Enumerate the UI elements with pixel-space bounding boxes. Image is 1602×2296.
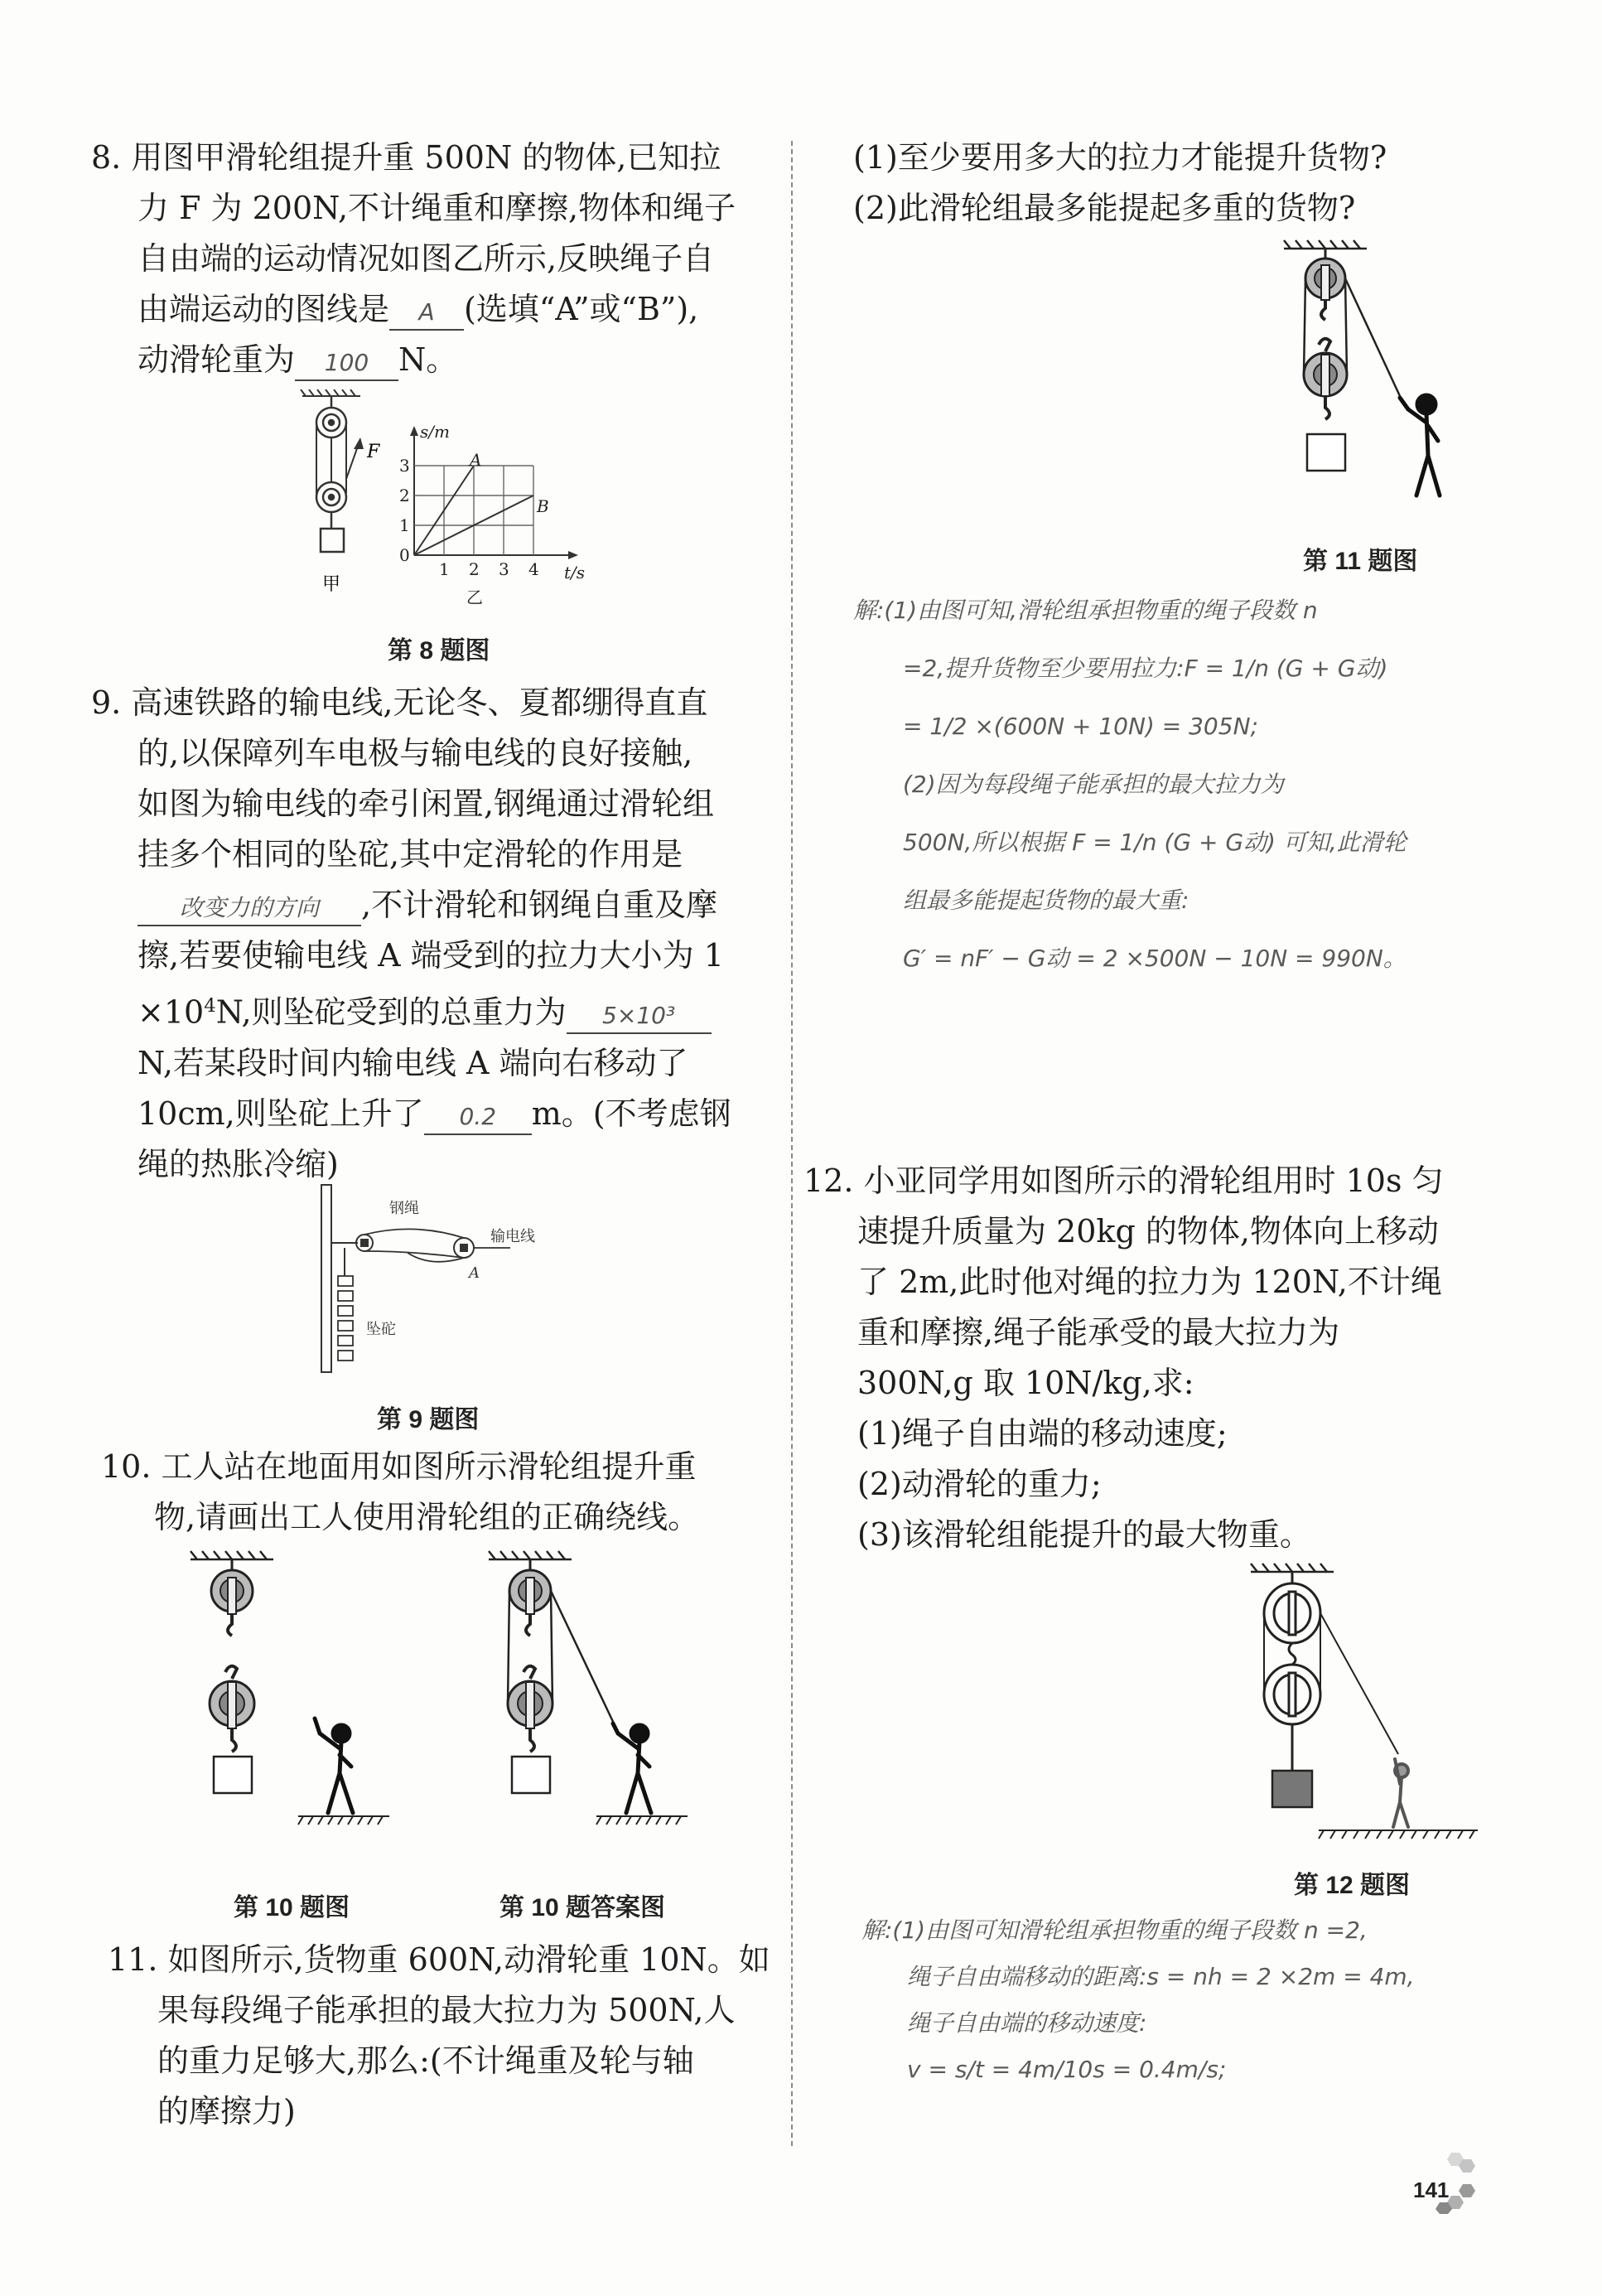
- pull-arrow: [354, 437, 364, 449]
- q9-exponent: 4: [204, 995, 216, 1017]
- question-11: [91, 1935, 787, 2137]
- q10-answer-figure: [480, 1549, 696, 1864]
- ground-hatch: [1319, 1830, 1478, 1839]
- movable-pulley: [210, 1666, 254, 1752]
- q11-subquestions: [853, 133, 1532, 234]
- weight-block: [214, 1757, 252, 1793]
- x-tick-label: 2: [469, 559, 480, 579]
- q10-line-2: 物,请画出工人使用滑轮组的正确绕线。: [154, 1499, 700, 1535]
- q11-line-1: 11. 如图所示,货物重 600N,动滑轮重 10N。如: [108, 1941, 770, 1978]
- q10-figure: [182, 1549, 398, 1864]
- y-tick-label: 1: [399, 515, 410, 535]
- q9-text: ,不计滑轮和钢绳自重及摩: [361, 887, 718, 923]
- q11-caption: 第 11 题图: [1303, 548, 1418, 575]
- q8-line-1: 8. 用图甲滑轮组提升重 500N 的物体,已知拉: [91, 139, 721, 176]
- q12-line-8: (3)该滑轮组能提升的最大物重。: [857, 1516, 1311, 1553]
- fixed-pulley: [1305, 249, 1345, 320]
- q12-line-7: (2)动滑轮的重力;: [857, 1466, 1102, 1502]
- q12-line-3: 了 2m,此时他对绳的拉力为 120N,不计绳: [857, 1264, 1442, 1300]
- fixed-pulley: [509, 1559, 551, 1636]
- q8-text: N。: [398, 341, 458, 378]
- q8-figure: [294, 389, 609, 613]
- q8-caption: 第 8 题图: [388, 637, 490, 665]
- ceiling-hatch: [191, 1551, 273, 1559]
- movable-pulley: [508, 1666, 552, 1752]
- q9-text: N,则坠砣受到的总重力为: [215, 993, 567, 1031]
- column-divider: [791, 141, 793, 2146]
- q9-line-3: 如图为输电线的牵引闲置,钢绳通过滑轮组: [138, 785, 715, 822]
- q12-sol-line-2: 绳子自由端移动的距离:s = nh = 2 ×2m = 4m,: [907, 1963, 1415, 1990]
- q11-sub-2: (2)此滑轮组最多能提起多重的货物?: [853, 190, 1356, 226]
- steel-rope-label: 钢绳: [389, 1200, 419, 1217]
- q8-answer-2: 100: [295, 346, 398, 381]
- counterweight-block: [338, 1306, 353, 1316]
- q9-answer-1: 改变力的方向: [138, 892, 361, 926]
- st-chart: [399, 422, 585, 607]
- q12-caption: 第 12 题图: [1294, 1872, 1411, 1899]
- q9-answer-2: 5×10³: [567, 999, 712, 1034]
- pulley-left: [356, 1235, 373, 1251]
- q12-line-5: 300N,g 取 10N/kg,求:: [857, 1365, 1194, 1401]
- page-number: 141: [1413, 2178, 1450, 2202]
- q12-line-6: (1)绳子自由端的移动速度;: [857, 1415, 1228, 1452]
- q9-line-1: 9. 高速铁路的输电线,无论冬、夏都绷得直直: [91, 684, 708, 721]
- power-line-label: 输电线: [490, 1228, 535, 1245]
- q9-line-8: N,若某段时间内输电线 A 端向右移动了: [138, 1044, 688, 1081]
- y-tick-label: 3: [399, 456, 410, 476]
- q11-solution: [853, 582, 1407, 988]
- question-12: [803, 1156, 1524, 1560]
- line-B-label: B: [537, 496, 549, 516]
- q9-line-9: [91, 1089, 770, 1139]
- ceiling-hatch: [301, 389, 360, 396]
- cargo-block: [1307, 434, 1345, 471]
- steel-rope: [364, 1229, 510, 1261]
- counterweight-block: [338, 1351, 353, 1361]
- counterweight-block: [338, 1336, 353, 1346]
- counterweight-stack: [338, 1276, 353, 1361]
- q10-line-1: 10. 工人站在地面用如图所示滑轮组提升重: [101, 1448, 697, 1485]
- x-tick-label: 1: [439, 559, 450, 579]
- counterweight-block: [338, 1321, 353, 1331]
- fixed-pulley: [211, 1559, 253, 1636]
- q12-line-4: 重和摩擦,绳子能承受的最大拉力为: [857, 1314, 1340, 1351]
- q11-line-3: 的重力足够大,那么:(不计绳重及轮与轴: [157, 2042, 694, 2079]
- x-tick-label: 4: [528, 559, 539, 579]
- q12-line-2: 速提升质量为 20kg 的物体,物体向上移动: [857, 1213, 1439, 1250]
- q12-sol-line-4: v = s/t = 4m/10s = 0.4m/s;: [907, 2056, 1227, 2083]
- q8-text: (选填“A”或“B”),: [464, 291, 699, 327]
- ground-hatch: [596, 1816, 688, 1825]
- q9-line-10: 绳的热胀冷缩): [138, 1145, 339, 1182]
- axis-t-label: t/s: [564, 563, 586, 582]
- counterweight-block: [338, 1291, 353, 1301]
- q9-line-5: [91, 880, 770, 930]
- q9-line-7: [91, 981, 770, 1038]
- q8-line-4: [91, 284, 770, 335]
- question-10: [91, 1442, 787, 1543]
- pulley-right: [454, 1238, 474, 1258]
- q12-solution: [861, 1907, 1415, 2093]
- weight-block: [321, 529, 344, 552]
- movable-pulley: [1264, 1643, 1320, 1771]
- q9-line-6: 擦,若要使输电线 A 端受到的拉力大小为 1: [138, 937, 724, 974]
- q11-sol-line-1: 解:(1)由图可知,滑轮组承担物重的绳子段数 n: [853, 597, 1318, 624]
- x-tick-label: 3: [499, 559, 509, 579]
- pole: [321, 1185, 331, 1372]
- question-8: [91, 133, 770, 385]
- q12-line-1: 12. 小亚同学用如图所示的滑轮组用时 10s 匀: [803, 1163, 1444, 1199]
- q11-line-2: 果每段绳子能承担的最大拉力为 500N,人: [157, 1992, 736, 2028]
- ceiling-hatch: [1284, 240, 1367, 249]
- question-9: [91, 678, 770, 1190]
- rope: [1264, 1613, 1398, 1754]
- axis-s-label: s/m: [420, 422, 450, 442]
- q11-sol-line-7: G′ = nF′ − G动 = 2 ×500N − 10N = 990N。: [903, 945, 1407, 972]
- counterweight-block: [338, 1276, 353, 1286]
- q10-caption: 第 10 题图: [234, 1894, 350, 1921]
- q9-line-2: 的,以保障列车电极与输电线的良好接触,: [138, 735, 693, 771]
- ceiling-hatch: [489, 1551, 572, 1559]
- ceiling-hatch: [1251, 1564, 1334, 1572]
- q11-line-4: 的摩擦力): [157, 2093, 296, 2129]
- q12-sol-line-3: 绳子自由端的移动速度:: [907, 2009, 1147, 2037]
- counterweight-label: 坠砣: [366, 1321, 396, 1338]
- q9-text: m。(不考虑钢: [531, 1095, 731, 1132]
- y-tick-label: 2: [399, 486, 410, 505]
- q11-sol-line-4: (2)因为每段绳子能承担的最大拉力为: [903, 771, 1284, 798]
- q8-text: 由端运动的图线是: [138, 291, 390, 327]
- q11-sol-line-6: 组最多能提起货物的最大重:: [903, 887, 1189, 914]
- q9-caption: 第 9 题图: [377, 1406, 480, 1433]
- q9-line-4: 挂多个相同的坠砣,其中定滑轮的作用是: [138, 836, 683, 872]
- q11-sol-line-5: 500N,所以根据 F = 1/n (G + G动) 可知,此滑轮: [903, 829, 1407, 856]
- student: [1393, 1759, 1408, 1827]
- q8-line-3: 自由端的运动情况如图乙所示,反映绳子自: [138, 240, 715, 277]
- q11-sub-1: (1)至少要用多大的拉力才能提升货物?: [853, 139, 1387, 176]
- weight-block: [512, 1757, 550, 1793]
- q9-text: 10cm,则坠砣上升了: [138, 1095, 424, 1132]
- worker: [613, 1723, 651, 1813]
- fixed-pulley: [316, 396, 346, 437]
- q8-answer-1: A: [389, 296, 464, 331]
- y-tick-label: 0: [399, 545, 410, 565]
- worker: [315, 1718, 353, 1813]
- fixed-pulley: [1264, 1572, 1320, 1643]
- q11-sol-line-2: =2,提升货物至少要用拉力:F = 1/n (G + G动): [903, 655, 1388, 682]
- q9-figure: [306, 1177, 572, 1375]
- q8-line-2: 力 F 为 200N,不计绳重和摩擦,物体和绳子: [138, 190, 736, 226]
- q12-sol-line-1: 解:(1)由图可知滑轮组承担物重的绳子段数 n =2,: [861, 1917, 1368, 1944]
- movable-pulley: [1304, 339, 1347, 419]
- q8-line-5: [91, 335, 770, 385]
- q10-answer-caption: 第 10 题答案图: [499, 1894, 666, 1921]
- q12-figure: [1243, 1562, 1483, 1852]
- label-yi: 乙: [466, 587, 483, 607]
- ground-hatch: [298, 1816, 389, 1825]
- q9-text: ×10: [138, 993, 205, 1031]
- q11-figure: [1276, 239, 1474, 520]
- q9-answer-3: 0.2: [424, 1100, 532, 1135]
- worker: [1400, 395, 1440, 495]
- q8-text: 动滑轮重为: [138, 341, 296, 378]
- movable-pulley: [316, 482, 346, 529]
- weight-block: [1272, 1771, 1312, 1807]
- line-A-label: A: [470, 450, 482, 470]
- label-jia: 甲: [322, 574, 341, 595]
- end-A-label: A: [469, 1264, 480, 1282]
- force-label-F: F: [367, 442, 380, 462]
- q11-sol-line-3: = 1/2 ×(600N + 10N) = 305N;: [903, 713, 1258, 740]
